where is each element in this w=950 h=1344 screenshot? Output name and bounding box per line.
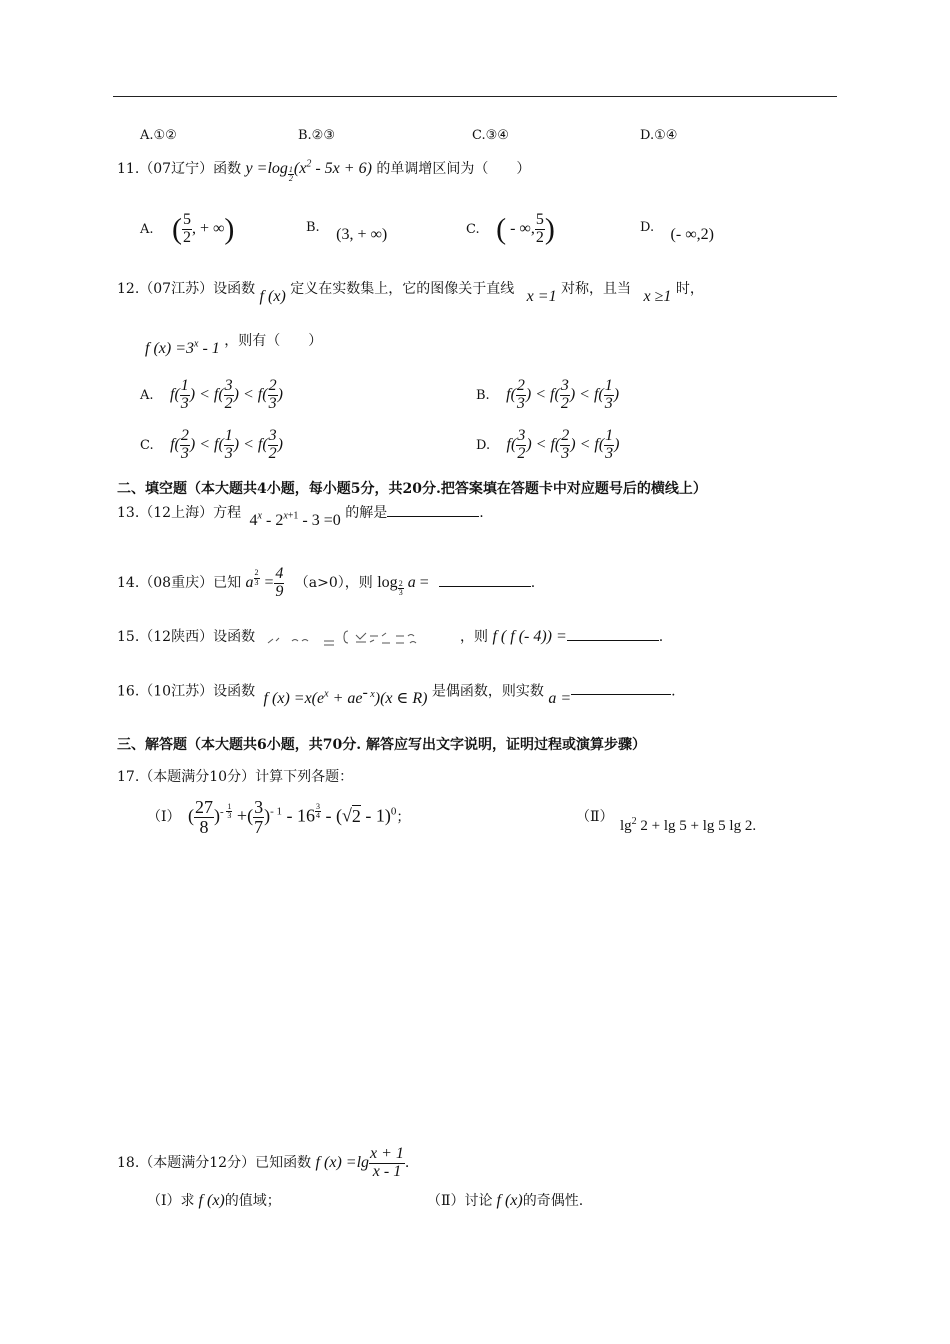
q12-line2: f $(x) =3^x - 1$ ，则有（ ） <box>145 333 323 357</box>
q18-part-2: （Ⅱ）讨论 f (x)的奇偶性. <box>427 1192 584 1209</box>
q15-answer-blank[interactable] <box>567 640 659 641</box>
q16-answer-blank[interactable] <box>571 694 671 695</box>
q11-option-b[interactable]: B. (3, + ∞) <box>306 220 388 243</box>
q15-expression: f ( f (- 4)) = <box>492 628 567 645</box>
q15-piecewise-graphic <box>264 627 456 647</box>
question-18: 18.（本题满分12分）已知函数 f (x) =lg $\frac{x + 1}{x - 1}$ . <box>117 1145 410 1180</box>
q11-prefix: 11.（07辽宁）函数 <box>117 161 242 177</box>
q14-answer-blank[interactable] <box>439 586 531 587</box>
q17-expression-1: ( $\frac{27}{8}$ )$^{- \frac{1}{3}}$ +( $\frac{3}{7}$ )$^{- 1}$ - 16 $^{\frac{3}{4}}$ - (√2 - 1)$^0$； <box>188 797 411 837</box>
q18-function: f (x) =lg $\frac{x + 1}{x - 1}$ <box>315 1145 404 1180</box>
q10-option-c[interactable]: C.③④ <box>472 128 509 143</box>
question-15: 15.（12陕西）设函数 ，则 f ( f (- 4)) = . <box>117 628 664 645</box>
question-13: 13.（12上海）方程 $4^x - 2^{x+1} - 3 =0$ 的解是 . <box>117 505 484 529</box>
q14-given: a $^{\frac{2}{3}}$ = $\frac{4}{9}$ <box>245 565 284 600</box>
q11-option-a[interactable]: A. ( $\frac{5}{2}$ , + ∞) <box>140 211 235 246</box>
q10-option-a[interactable]: A.①② <box>140 128 177 143</box>
q11-option-c[interactable]: C. ( - ∞, $\frac{5}{2}$ ) <box>466 211 555 246</box>
q11-suffix: 的单调增区间为（ ） <box>376 161 531 177</box>
q12-option-c[interactable]: C. f( $\frac{2}{3}$ ) < f( $\frac{1}{3}$ ) < f( $\frac{3}{2}$ ) <box>140 427 283 462</box>
q17-expression-2: $\lg^2 2 + \lg 5 + \lg 5$ lg 2. <box>620 816 757 834</box>
q12-fx: f (x) <box>259 288 286 305</box>
q18-part-1: （Ⅰ）求 f (x)的值域； <box>147 1192 281 1209</box>
q12-option-b[interactable]: B. f( $\frac{2}{3}$ ) < f( $\frac{3}{2}$ ) < f( $\frac{1}{3}$ ) <box>476 377 620 412</box>
q12-definition: f $(x) =3^x - 1$ <box>145 338 220 357</box>
q10-option-b[interactable]: B.②③ <box>298 128 335 143</box>
section-3-heading: 三、解答题（本大题共6小题，共70分. 解答应写出文字说明，证明过程或演算步骤） <box>117 737 646 753</box>
q11-option-d[interactable]: D. (- ∞,2) <box>640 220 714 243</box>
question-12: 12.（07江苏）设函数 f (x) 定义在实数集上，它的图像关于直线 x =1 对称，且当 x ≥1 时， <box>117 281 704 305</box>
q16-a: a = <box>548 690 572 708</box>
q14-log: log $_{\frac{2}{3}}$ a = <box>377 573 433 598</box>
q13-equation: $4^x - 2^{x+1} - 3 =0$ <box>249 510 341 529</box>
section-2-heading: 二、填空题（本大题共4小题，每小题5分，共20分.把答案填在答题卡中对应题号后的横线上） <box>117 481 707 497</box>
q12-option-a[interactable]: A. f( $\frac{1}{3}$ ) < f( $\frac{3}{2}$ ) < f( $\frac{2}{3}$ ) <box>140 377 283 412</box>
question-14: 14.（08重庆）已知 a $^{\frac{2}{3}}$ = $\frac{4}{9}$ （a>0），则 log $_{\frac{2}{3}}$ a = . <box>117 565 536 600</box>
question-16: 16.（10江苏）设函数 f $(x) =x(e^x + ae^{- x})(x$ ∈ R) 是偶函数，则实数 a = . <box>117 683 676 708</box>
q17-part-2: （Ⅱ） <box>576 809 614 825</box>
q12-line: x =1 <box>526 288 557 305</box>
q12-option-d[interactable]: D. f( $\frac{3}{2}$ ) < f( $\frac{2}{3}$ ) < f( $\frac{1}{3}$ ) <box>476 427 620 462</box>
header-rule <box>113 96 837 97</box>
question-17: 17.（本题满分10分）计算下列各题： <box>117 769 354 785</box>
q11-formula: y =log $_{\frac{1}{2}}$ $(x^2 - 5x + 6)$ <box>245 158 372 184</box>
question-11 <box>117 158 530 184</box>
q16-function: f $(x) =x(e^x + ae^{- x})(x$ ∈ R) <box>263 684 428 708</box>
q12-cond: x ≥1 <box>643 288 672 305</box>
q13-answer-blank[interactable] <box>387 516 479 517</box>
q10-option-d[interactable]: D.①④ <box>640 128 678 143</box>
q17-part-1: （Ⅰ） <box>147 809 181 825</box>
